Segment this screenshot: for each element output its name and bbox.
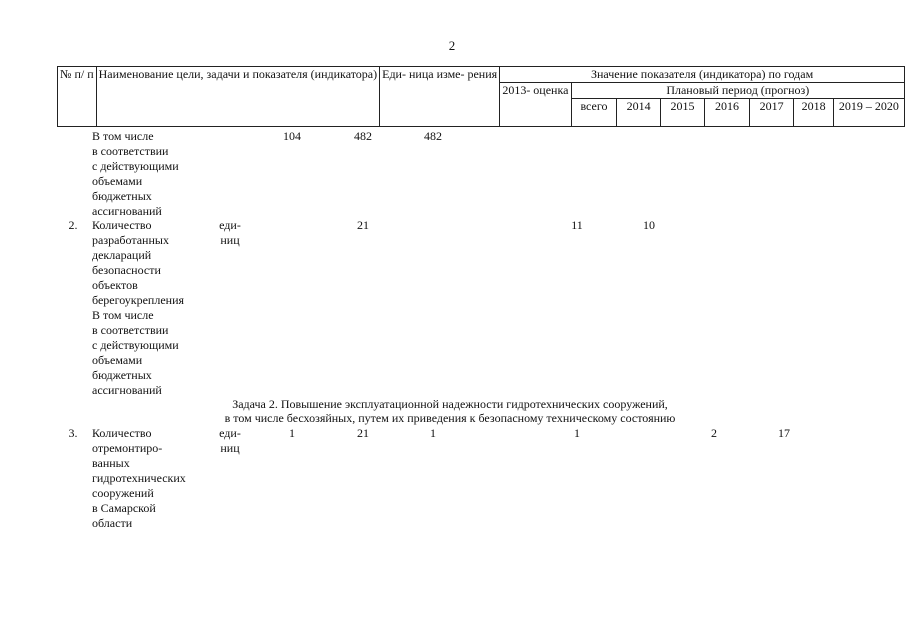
header-col-number: № п/ п [58, 67, 97, 127]
task-2-line-1: Задача 2. Повышение эксплуатационной надежности гидротехнических сооружений, [232, 397, 668, 411]
value-2013: 104 [283, 129, 301, 143]
value-total: 21 [357, 218, 369, 232]
value-total: 21 [357, 426, 369, 440]
value-total: 482 [354, 129, 372, 143]
value-2014: 482 [424, 129, 442, 143]
row-unit: еди- ниц [219, 426, 241, 455]
header-col-total: всего [571, 99, 617, 127]
value-2017: 10 [643, 218, 655, 232]
header-col-unit: Еди- ница изме- рения [380, 67, 500, 127]
value-2016: 1 [574, 426, 580, 440]
row-name: В том числе в соответствии с действующими объемами бюджетных ассигнований [92, 129, 179, 218]
header-group-title: Значение показателя (индикатора) по годам [500, 67, 905, 83]
row-name: Количество разработанных деклараций безопасности объектов берегоукрепления В том числе в соответствии с действующими объемами бюджетных ассигнований [92, 218, 185, 397]
row-number: 3. [68, 426, 78, 440]
value-2013: 1 [289, 426, 295, 440]
header-col-2018: 2018 [794, 99, 833, 127]
table-header [57, 66, 905, 127]
header-col-2019-2020: 2019 – 2020 [833, 99, 904, 127]
row-name: Количество отремонтиро- ванных гидротехнических сооружений в Самарской области [92, 426, 186, 530]
header-col-2015: 2015 [660, 99, 705, 127]
page-number: 2 [448, 38, 456, 53]
header-col-2016: 2016 [705, 99, 750, 127]
value-2016: 11 [571, 218, 583, 232]
header-col-2017: 2017 [749, 99, 794, 127]
header-col-name: Наименование цели, задачи и показателя (индикатора) [96, 67, 379, 127]
header-planned-title: Плановый период (прогноз) [571, 83, 904, 99]
task-2-line-2: в том числе бесхозяйных, путем их приведения к безопасному техническому состоянию [224, 411, 676, 425]
value-2019-2020: 17 [778, 426, 790, 440]
row-unit: еди- ниц [219, 218, 241, 247]
row-number: 2. [68, 218, 78, 232]
value-2014: 1 [430, 426, 436, 440]
header-col-2013: 2013- оценка [500, 83, 571, 127]
value-2018: 2 [711, 426, 717, 440]
header-col-2014: 2014 [617, 99, 660, 127]
